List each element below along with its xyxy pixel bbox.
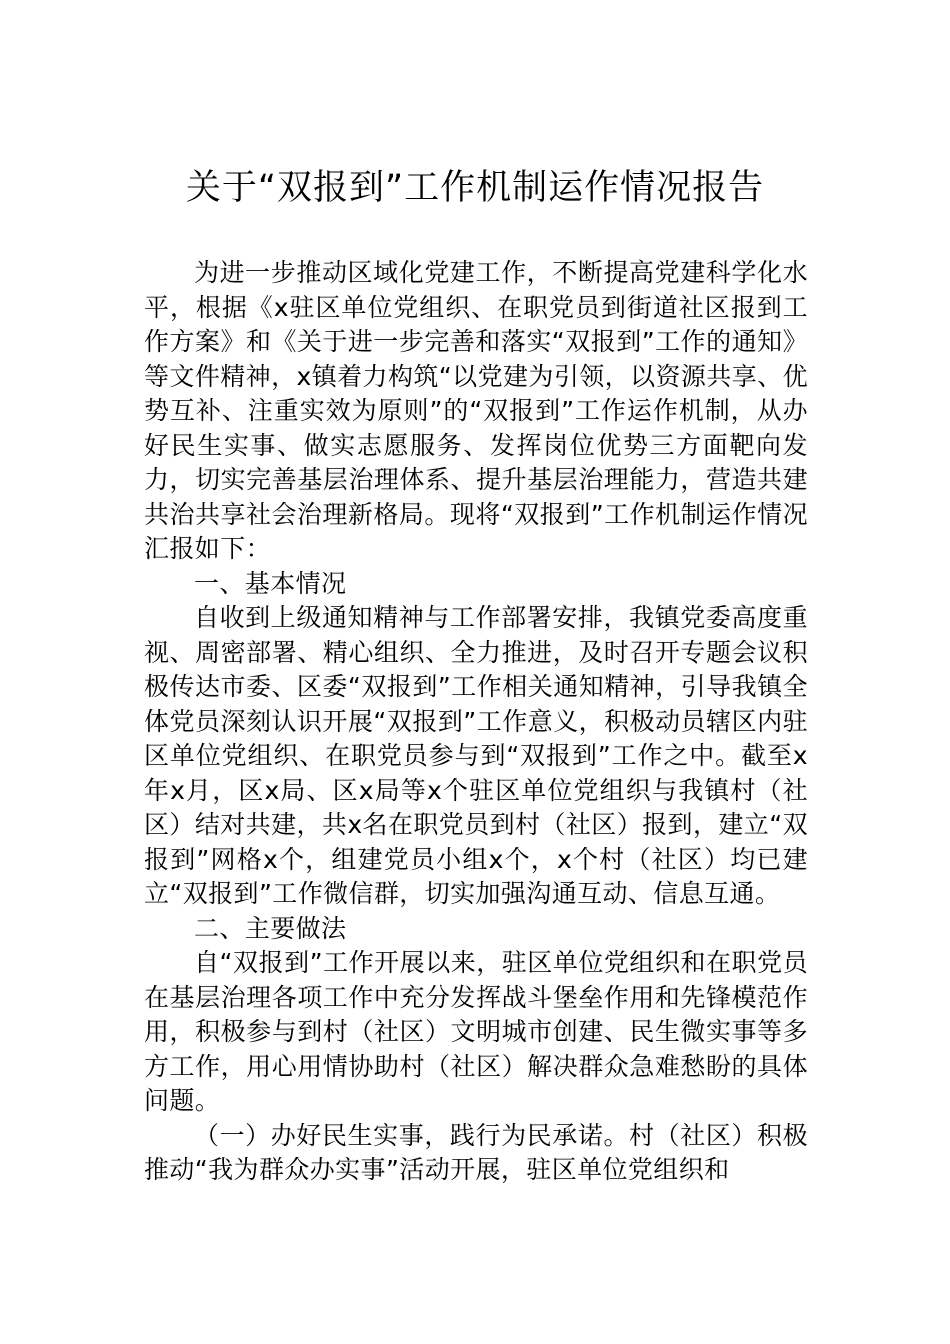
subsection-paragraph-livelihood: （一）办好民生实事，践行为民承诺。村（社区）积极推动“我为群众办实事”活动开展，驻区单位党组织和: [144, 1120, 808, 1184]
main-practices-paragraph: 自“双报到”工作开展以来，驻区单位党组织和在职党员在基层治理各项工作中充分发挥战斗堡垒作用和先锋模范作用，积极参与到村（社区）文明城市创建、民生微实事等多方工作，用心用情协助村（社区）解决群众急难愁盼的具体问题。: [144, 948, 808, 1115]
document-title: 关于“双报到”工作机制运作情况报告: [185, 168, 765, 208]
intro-paragraph: 为进一步推动区域化党建工作，不断提高党建科学化水平，根据《x驻区单位党组织、在职党员到街道社区报到工作方案》和《关于进一步完善和落实“双报到”工作的通知》等文件精神，x镇着力构筑“以党建为引领，以资源共享、优势互补、注重实效为原则”的“双报到”工作运作机制，从办好民生实事、做实志愿服务、发挥岗位优势三方面靶向发力，切实完善基层治理体系、提升基层治理能力，营造共建共治共享社会治理新格局。现将“双报到”工作机制运作情况汇报如下：: [144, 258, 808, 563]
section-heading-main-practices: 二、主要做法: [194, 913, 347, 943]
document-body: [144, 256, 808, 1188]
basic-situation-paragraph: 自收到上级通知精神与工作部署安排，我镇党委高度重视、周密部署、精心组织、全力推进，及时召开专题会议积极传达市委、区委“双报到”工作相关通知精神，引导我镇全体党员深刻认识开展“双报到”工作意义，积极动员辖区内驻区单位党组织、在职党员参与到“双报到”工作之中。截至x年x月，区x局、区x局等x个驻区单位党组织与我镇村（社区）结对共建，共x名在职党员到村（社区）报到，建立“双报到”网格x个，组建党员小组x个，x个村（社区）均已建立“双报到”工作微信群，切实加强沟通互动、信息互通。: [144, 603, 808, 908]
section-heading-basic-situation: 一、基本情况: [194, 568, 347, 598]
